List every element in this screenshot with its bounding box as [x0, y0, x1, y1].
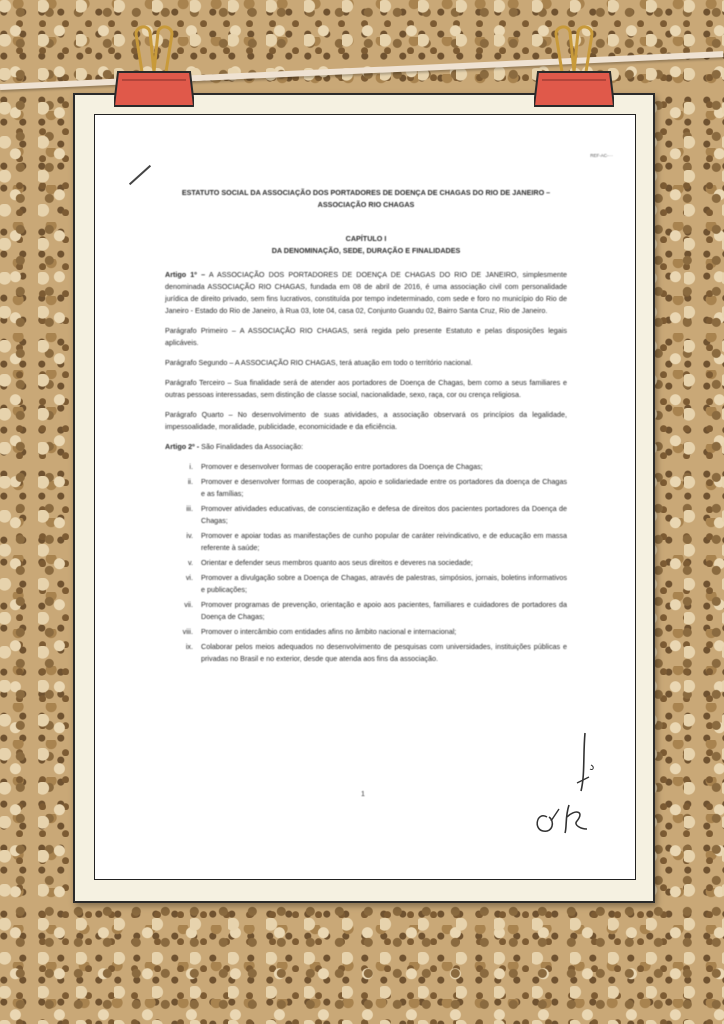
article-1-text: A ASSOCIAÇÃO DOS PORTADORES DE DOENÇA DE CHAGAS DO RIO DE JANEIRO, simplesmente denominada ASSOCIAÇÃO RIO CHAGAS, fundada em 08 de abril de 2016, é uma associação civil com personalidade jurídica de direito privado, sem fins lucrativos, constituída por tempo indeterminado, com sede e foro no município do Rio de Janeiro - Estado do Rio de Janeiro, à Rua 03, lote 04, casa 02, Conjunto Guandu 02, Bairro Santa Cruz, Rio de Janeiro. — [165, 270, 567, 315]
list-item: ii. Promover e desenvolver formas de cooperação, apoio e solidariedade entre os portadores da doença de Chagas e as famílias; — [195, 476, 567, 500]
list-item: iv. Promover e apoiar todas as manifestações de cunho popular de caráter reivindicativo, e de educação em massa referente à saúde; — [195, 530, 567, 554]
article-2 — [165, 441, 567, 453]
article-1 — [165, 269, 567, 317]
document-frame — [73, 93, 655, 903]
finalities-list — [165, 461, 567, 665]
article-1-label: Artigo 1º – — [165, 270, 206, 279]
scanned-page — [94, 114, 636, 880]
document-body — [165, 187, 567, 668]
article-2-text: São Finalidades da Associação: — [201, 442, 304, 451]
chapter-subtitle: DA DENOMINAÇÃO, SEDE, DURAÇÃO E FINALIDADES — [271, 246, 461, 255]
hanging-string — [0, 51, 723, 90]
list-item: iii. Promover atividades educativas, de conscientização e defesa de direitos dos pacientes portadores da Doença de Chagas; — [195, 503, 567, 527]
pen-mark — [129, 165, 151, 185]
article-2-label: Artigo 2º - — [165, 442, 200, 451]
list-item: viii. Promover o intercâmbio com entidades afins no âmbito nacional e internacional; — [195, 626, 567, 638]
paragraph-3: Parágrafo Terceiro – Sua finalidade será de atender aos portadores de Doença de Chagas, bem como a seus familiares e outras pessoas interessadas, sem distinção de classe social, nacionalidade, sexo, raça, cor ou crença religiosa. — [165, 378, 567, 399]
handwritten-signature — [515, 725, 615, 845]
page-number: 1 — [361, 791, 365, 798]
document-title: ESTATUTO SOCIAL DA ASSOCIAÇÃO DOS PORTADORES DE DOENÇA DE CHAGAS DO RIO DE JANEIRO – ASSOCIAÇÃO RIO CHAGAS — [181, 188, 551, 209]
list-item: i. Promover e desenvolver formas de cooperação entre portadores da Doença de Chagas; — [195, 461, 567, 473]
list-item: ix. Colaborar pelos meios adequados no desenvolvimento de pesquisas com universidades, instituições públicas e privadas no Brasil e no exterior, desde que atenda aos fins da associação. — [195, 641, 567, 665]
list-item: vi. Promover a divulgação sobre a Doença de Chagas, através de palestras, simpósios, jornais, boletins informativos e publicações; — [195, 572, 567, 596]
binder-clip-icon — [114, 22, 194, 108]
binder-clip-icon — [534, 22, 614, 108]
chapter-heading — [165, 233, 567, 257]
list-item: v. Orientar e defender seus membros quanto aos seus direitos e deveres na sociedade; — [195, 557, 567, 569]
paragraph-2: Parágrafo Segundo – A ASSOCIAÇÃO RIO CHAGAS, terá atuação em todo o território nacional. — [165, 358, 473, 367]
list-item: vii. Promover programas de prevenção, orientação e apoio aos pacientes, familiares e cuidadores de portadores da Doença de Chagas; — [195, 599, 567, 623]
reference-stamp: REF-AC-··· — [590, 153, 613, 158]
chapter-number: CAPÍTULO I — [345, 234, 387, 243]
paragraph-4: Parágrafo Quarto – No desenvolvimento de suas atividades, a associação observará os princípios da legalidade, impessoalidade, moralidade, publicidade, economicidade e da eficiência. — [165, 410, 567, 431]
paragraph-1: Parágrafo Primeiro – A ASSOCIAÇÃO RIO CHAGAS, será regida pelo presente Estatuto e pelas disposições legais aplicáveis. — [165, 326, 567, 347]
